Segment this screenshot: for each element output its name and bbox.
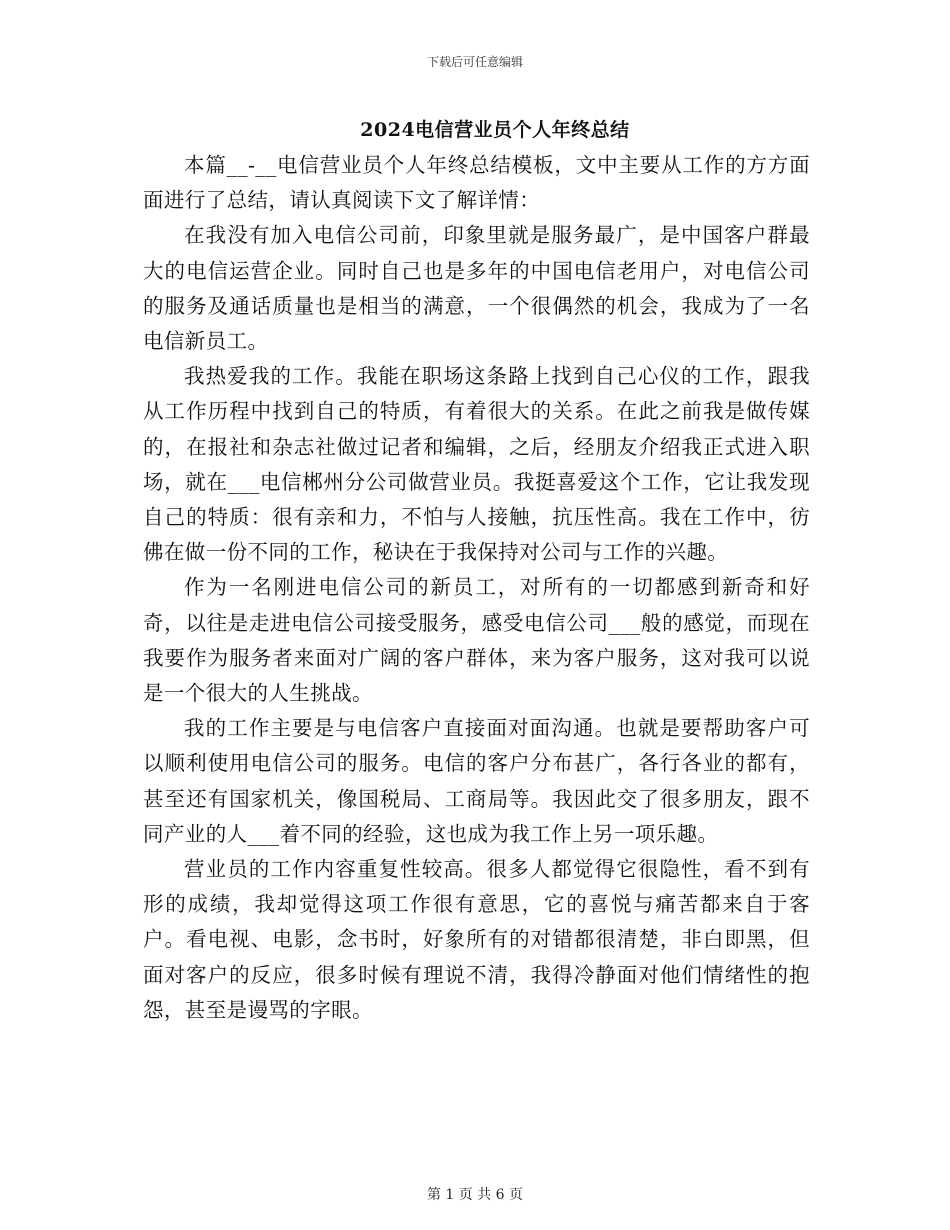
page-number: 第 1 页 共 6 页 (426, 1187, 524, 1203)
paragraph-new-employee: 作为一名刚进电信公司的新员工，对所有的一切都感到新奇和好奇，以往是走进电信公司接受服务，感受电信公司___般的感觉，而现在我要作为服务者来面对广阔的客户群体，来为客户服务，这对我可以说是一个很大的人生挑战。 (143, 575, 810, 706)
paragraph-intro: 本篇__-__电信营业员个人年终总结模板，文中主要从工作的方方面面进行了总结，请认真阅读下文了解详情： (143, 153, 810, 213)
document-body (143, 148, 810, 1028)
paragraph-repetitive-work: 营业员的工作内容重复性较高。很多人都觉得它很隐性，看不到有形的成绩，我却觉得这项工作很有意思，它的喜悦与痛苦都来自于客户。看电视、电影，念书时，好象所有的对错都很清楚，非白即黑，但面对客户的反应，很多时候有理说不清，我得冷静面对他们情绪性的抱怨，甚至是谩骂的字眼。 (143, 857, 810, 1022)
document-title: 2024电信营业员个人年终总结 (360, 119, 630, 141)
paragraph-before-joining: 在我没有加入电信公司前，印象里就是服务最广，是中国客户群最大的电信运营企业。同时自己也是多年的中国电信老用户，对电信公司的服务及通话质量也是相当的满意，一个很偶然的机会，我成为了一名电信新员工。 (143, 223, 810, 354)
paragraph-love-work: 我热爱我的工作。我能在职场这条路上找到自己心仪的工作，跟我从工作历程中找到自己的特质，有着很大的关系。在此之前我是做传媒的，在报社和杂志社做过记者和编辑，之后，经朋友介绍我正式进入职场，就在___电信郴州分公司做营业员。我挺喜爱这个工作，它让我发现自己的特质：很有亲和力，不怕与人接触，抗压性高。我在工作中，彷佛在做一份不同的工作，秘诀在于我保持对公司与工作的兴趣。 (143, 364, 810, 565)
paragraph-customer-communication: 我的工作主要是与电信客户直接面对面沟通。也就是要帮助客户可以顺利使用电信公司的服务。电信的客户分布甚广，各行各业的都有，甚至还有国家机关，像国税局、工商局等。我因此交了很多朋友，跟不同产业的人___着不同的经验，这也成为我工作上另一项乐趣。 (143, 716, 810, 846)
header-note: 下载后可任意编辑 (426, 55, 523, 69)
